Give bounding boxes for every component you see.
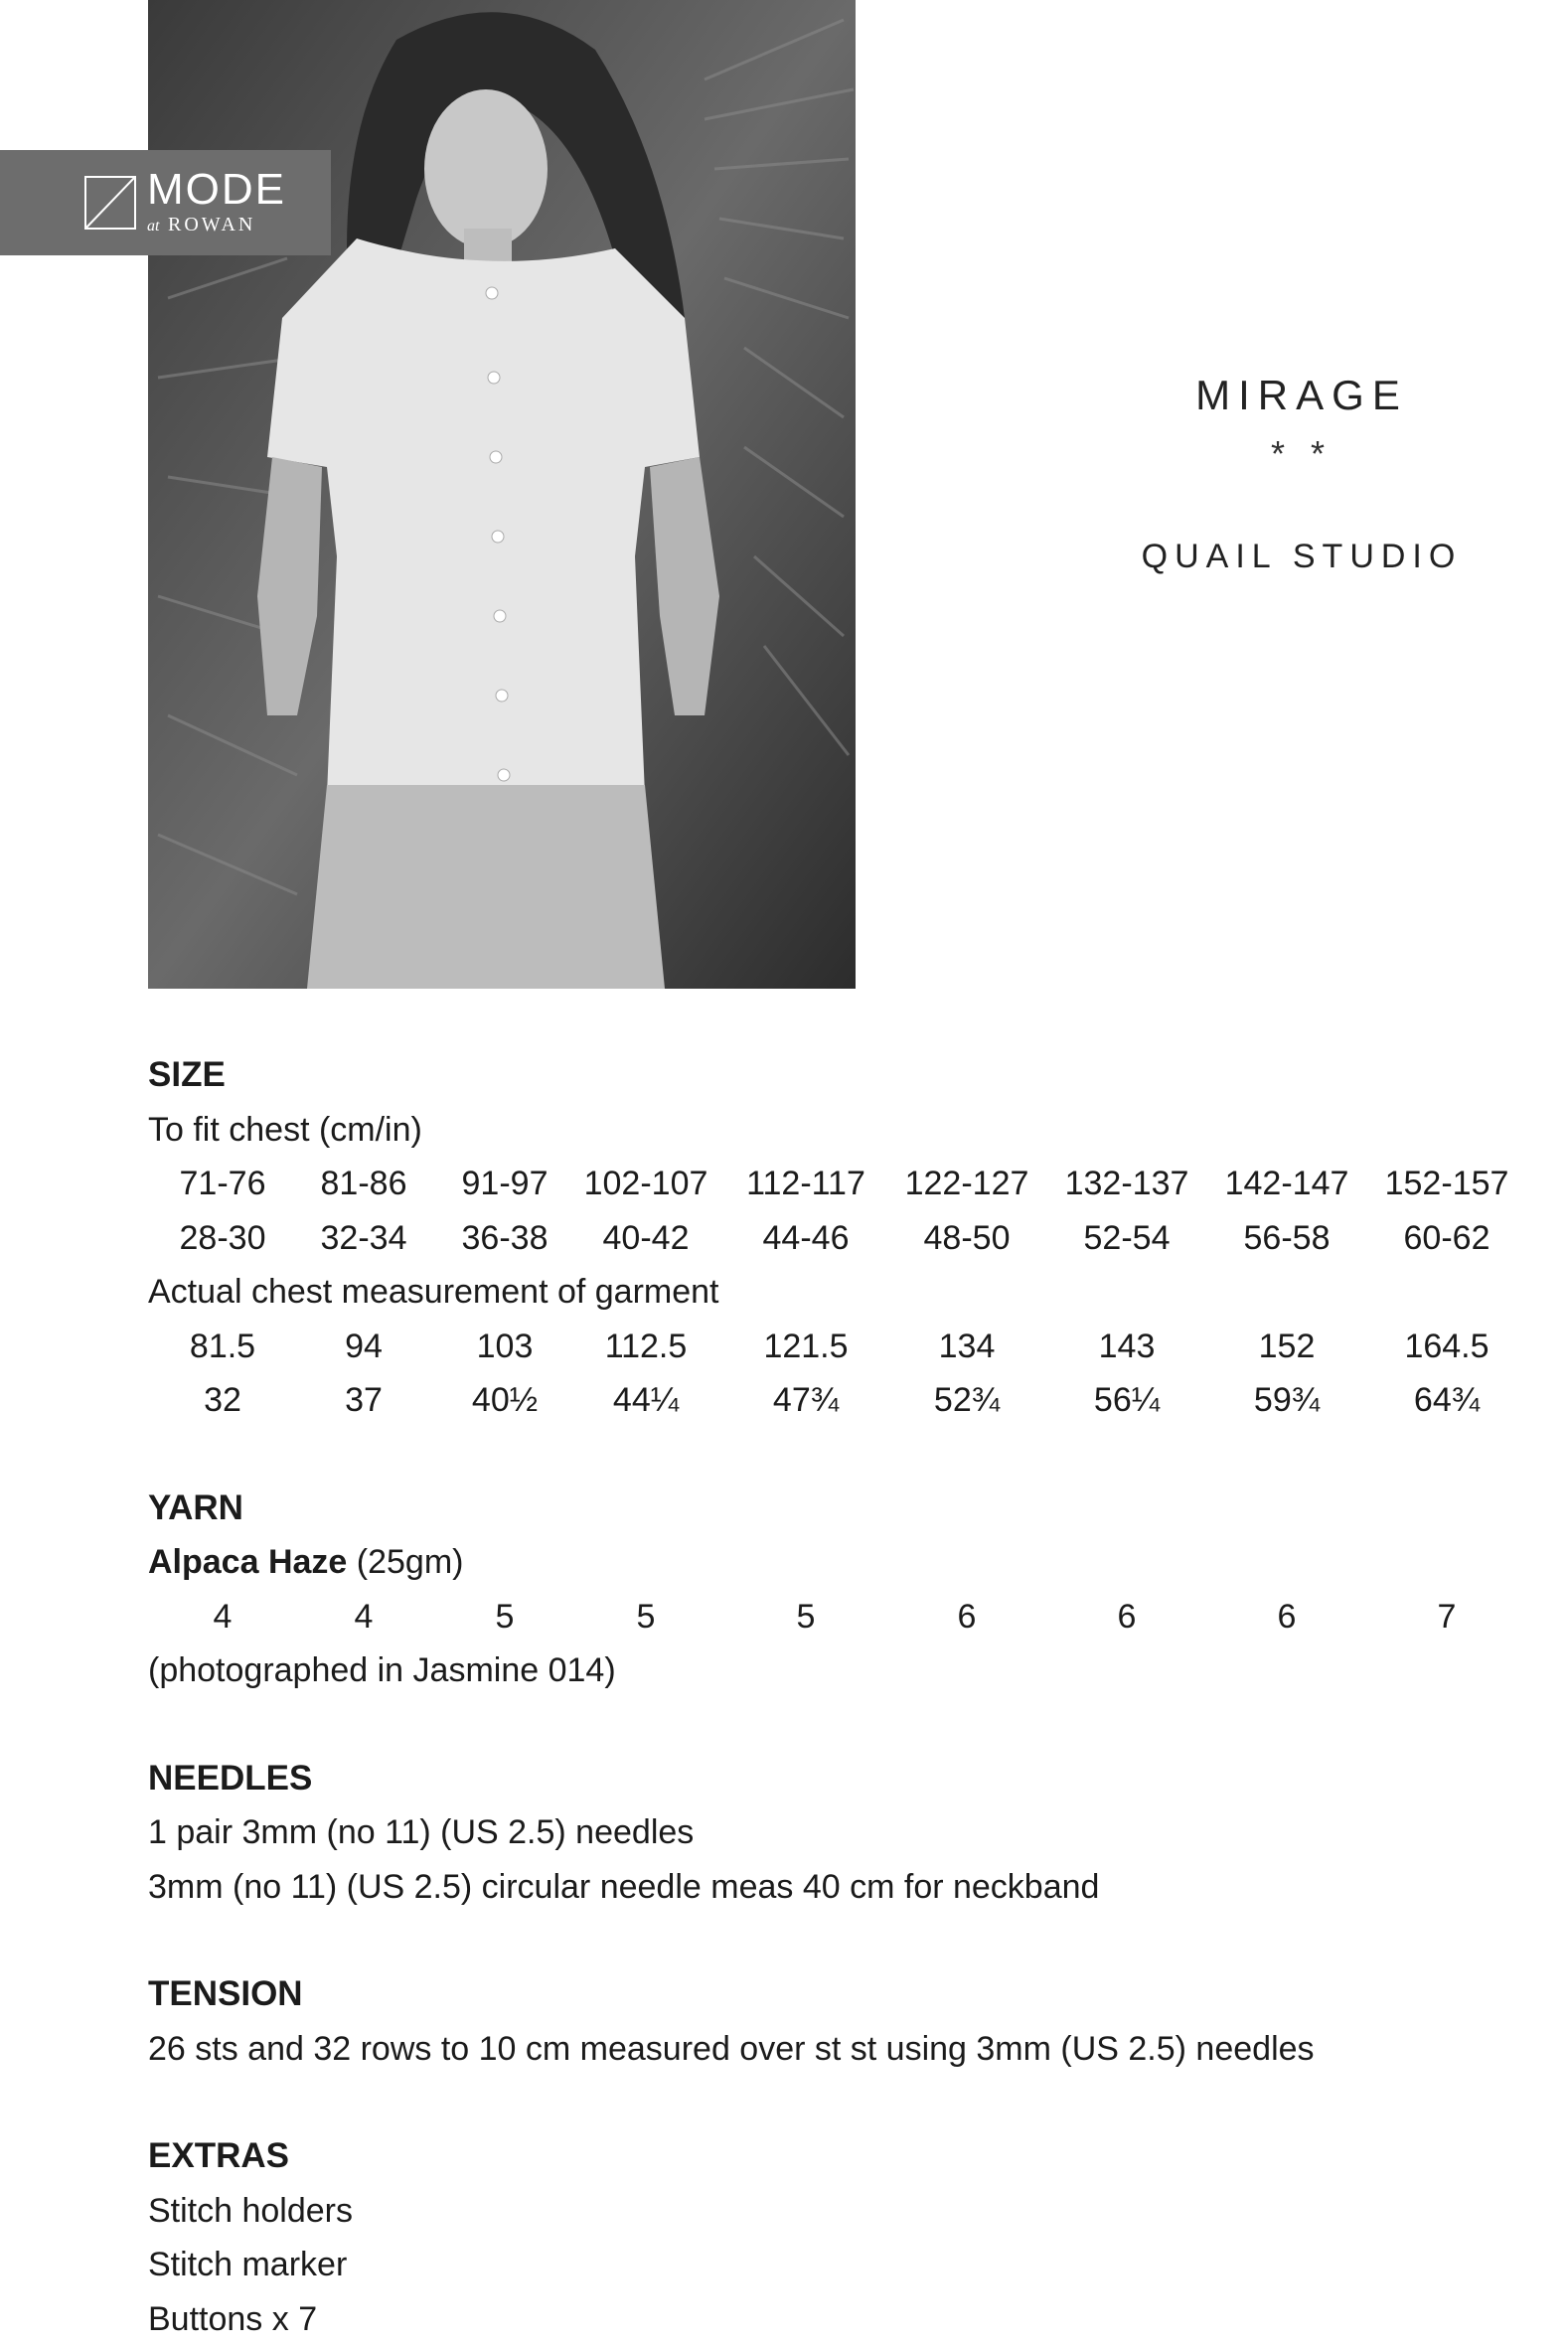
yarn-balls-cell: 7 bbox=[1367, 1590, 1526, 1644]
actual-cm-cell: 121.5 bbox=[726, 1320, 885, 1374]
needles-line: 1 pair 3mm (no 11) (US 2.5) needles bbox=[148, 1805, 1539, 1860]
actual-cm-cell: 164.5 bbox=[1367, 1320, 1526, 1374]
logo-mode: MODE bbox=[147, 168, 286, 212]
yarn-balls-cell: 4 bbox=[284, 1590, 443, 1644]
fit-cm-cell: 152-157 bbox=[1367, 1157, 1526, 1211]
tension-text: 26 sts and 32 rows to 10 cm measured over st st using 3mm (US 2.5) needles bbox=[148, 2022, 1539, 2077]
yarn-balls-cell: 6 bbox=[1047, 1590, 1206, 1644]
yarn-balls-cell: 6 bbox=[1207, 1590, 1366, 1644]
actual-in-cell: 37 bbox=[284, 1373, 443, 1428]
needles-line: 3mm (no 11) (US 2.5) circular needle meas 40 cm for neckband bbox=[148, 1860, 1539, 1915]
fit-cm-cell: 91-97 bbox=[425, 1157, 584, 1211]
actual-cm-cell: 134 bbox=[887, 1320, 1046, 1374]
actual-in-cell: 47¾ bbox=[726, 1373, 885, 1428]
yarn-name: Alpaca Haze bbox=[148, 1543, 347, 1581]
actual-in-cell: 64¾ bbox=[1367, 1373, 1526, 1428]
actual-in-row bbox=[148, 1373, 1539, 1428]
extras-heading: EXTRAS bbox=[148, 2129, 1539, 2184]
actual-cm-cell: 143 bbox=[1047, 1320, 1206, 1374]
yarn-heading: YARN bbox=[148, 1482, 1539, 1536]
actual-in-cell: 44¼ bbox=[566, 1373, 725, 1428]
fit-cm-cell: 81-86 bbox=[284, 1157, 443, 1211]
fit-cm-row bbox=[148, 1157, 1539, 1211]
fit-chest-label: To fit chest (cm/in) bbox=[148, 1103, 1539, 1158]
yarn-note: (photographed in Jasmine 014) bbox=[148, 1643, 1539, 1698]
fit-in-cell: 36-38 bbox=[425, 1211, 584, 1266]
extras-item: Stitch holders bbox=[148, 2184, 1539, 2239]
actual-cm-cell: 94 bbox=[284, 1320, 443, 1374]
pattern-title: MIRAGE bbox=[1073, 368, 1530, 423]
size-heading: SIZE bbox=[148, 1048, 1539, 1103]
actual-in-cell: 40½ bbox=[425, 1373, 584, 1428]
actual-cm-cell: 152 bbox=[1207, 1320, 1366, 1374]
fit-cm-cell: 112-117 bbox=[726, 1157, 885, 1211]
designer-name: QUAIL STUDIO bbox=[1073, 535, 1530, 578]
fit-in-cell: 32-34 bbox=[284, 1211, 443, 1266]
actual-in-cell: 56¼ bbox=[1047, 1373, 1206, 1428]
pattern-details bbox=[148, 1048, 1539, 2346]
logo-sub bbox=[147, 214, 286, 237]
logo-rowan: ROWAN bbox=[168, 214, 255, 235]
yarn-balls-row bbox=[148, 1590, 1539, 1644]
actual-cm-cell: 103 bbox=[425, 1320, 584, 1374]
difficulty-rating: * * bbox=[1073, 429, 1530, 479]
yarn-name-line bbox=[148, 1535, 1539, 1590]
fit-in-row bbox=[148, 1211, 1539, 1266]
actual-cm-cell: 112.5 bbox=[566, 1320, 725, 1374]
fit-in-cell: 52-54 bbox=[1047, 1211, 1206, 1266]
yarn-balls-cell: 5 bbox=[425, 1590, 584, 1644]
fit-cm-cell: 142-147 bbox=[1207, 1157, 1366, 1211]
fit-in-cell: 44-46 bbox=[726, 1211, 885, 1266]
title-block bbox=[1073, 368, 1530, 578]
yarn-balls-cell: 5 bbox=[566, 1590, 725, 1644]
fit-cm-cell: 71-76 bbox=[143, 1157, 302, 1211]
extras-item: Stitch marker bbox=[148, 2238, 1539, 2292]
actual-in-cell: 32 bbox=[143, 1373, 302, 1428]
fit-in-cell: 28-30 bbox=[143, 1211, 302, 1266]
tension-heading: TENSION bbox=[148, 1967, 1539, 2022]
logo-mark-icon bbox=[84, 176, 136, 230]
yarn-balls-cell: 4 bbox=[143, 1590, 302, 1644]
actual-cm-cell: 81.5 bbox=[143, 1320, 302, 1374]
extras-item: Buttons x 7 bbox=[148, 2292, 1539, 2346]
fit-in-cell: 48-50 bbox=[887, 1211, 1046, 1266]
needles-heading: NEEDLES bbox=[148, 1752, 1539, 1806]
actual-chest-label: Actual chest measurement of garment bbox=[148, 1265, 1539, 1320]
actual-cm-row bbox=[148, 1320, 1539, 1374]
mode-at-rowan-logo bbox=[0, 150, 331, 255]
yarn-weight: (25gm) bbox=[357, 1543, 464, 1581]
logo-text bbox=[147, 168, 286, 237]
model-photo bbox=[148, 0, 856, 989]
actual-in-cell: 52¾ bbox=[887, 1373, 1046, 1428]
fit-cm-cell: 122-127 bbox=[887, 1157, 1046, 1211]
fit-in-cell: 60-62 bbox=[1367, 1211, 1526, 1266]
fit-in-cell: 56-58 bbox=[1207, 1211, 1366, 1266]
actual-in-cell: 59¾ bbox=[1207, 1373, 1366, 1428]
fit-in-cell: 40-42 bbox=[566, 1211, 725, 1266]
yarn-balls-cell: 6 bbox=[887, 1590, 1046, 1644]
yarn-balls-cell: 5 bbox=[726, 1590, 885, 1644]
logo-at: at bbox=[147, 218, 159, 235]
fit-cm-cell: 132-137 bbox=[1047, 1157, 1206, 1211]
fit-cm-cell: 102-107 bbox=[566, 1157, 725, 1211]
